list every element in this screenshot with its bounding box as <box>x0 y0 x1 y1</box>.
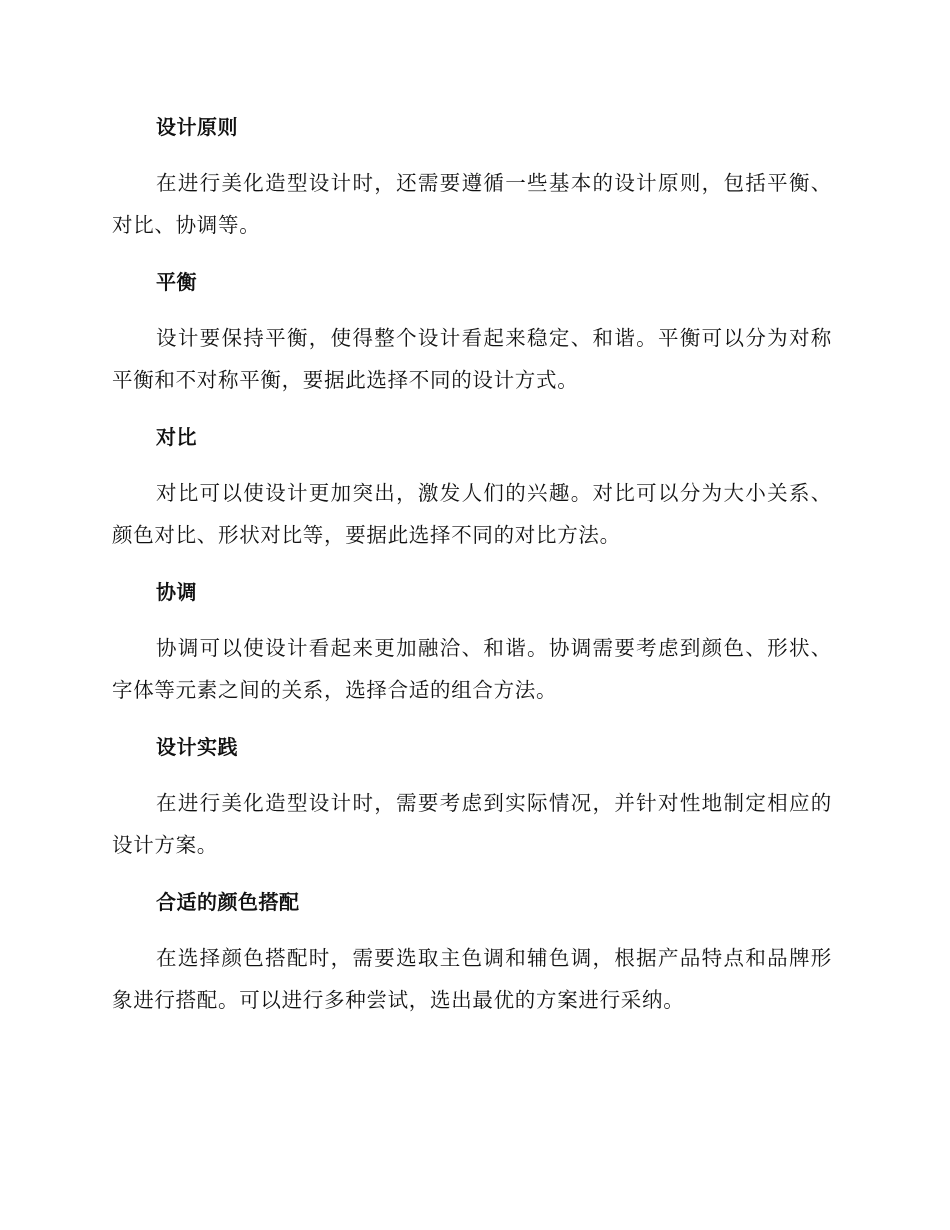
section-contrast <box>112 420 832 556</box>
document-body <box>112 110 832 1040</box>
section-paragraph: 设计要保持平衡，使得整个设计看起来稳定、和谐。平衡可以分为对称平衡和不对称平衡，要据此选择不同的设计方式。 <box>112 326 832 392</box>
section-heading: 协调 <box>156 580 197 604</box>
section-paragraph: 在进行美化造型设计时，还需要遵循一些基本的设计原则，包括平衡、对比、协调等。 <box>112 171 832 237</box>
section-harmony <box>112 575 832 711</box>
section-heading: 对比 <box>156 425 197 449</box>
section-balance <box>112 265 832 401</box>
section-heading: 设计原则 <box>156 115 238 139</box>
section-heading: 设计实践 <box>156 735 238 759</box>
section-heading: 合适的颜色搭配 <box>156 890 300 914</box>
section-paragraph: 在进行美化造型设计时，需要考虑到实际情况，并针对性地制定相应的设计方案。 <box>112 791 832 857</box>
section-heading: 平衡 <box>156 270 197 294</box>
section-color-matching <box>112 885 832 1021</box>
section-paragraph: 协调可以使设计看起来更加融洽、和谐。协调需要考虑到颜色、形状、字体等元素之间的关系，选择合适的组合方法。 <box>112 636 832 702</box>
section-paragraph: 对比可以使设计更加突出，激发人们的兴趣。对比可以分为大小关系、颜色对比、形状对比等，要据此选择不同的对比方法。 <box>112 481 832 547</box>
section-paragraph: 在选择颜色搭配时，需要选取主色调和辅色调，根据产品特点和品牌形象进行搭配。可以进行多种尝试，选出最优的方案进行采纳。 <box>112 946 832 1012</box>
section-design-principles <box>112 110 832 246</box>
section-design-practice <box>112 730 832 866</box>
